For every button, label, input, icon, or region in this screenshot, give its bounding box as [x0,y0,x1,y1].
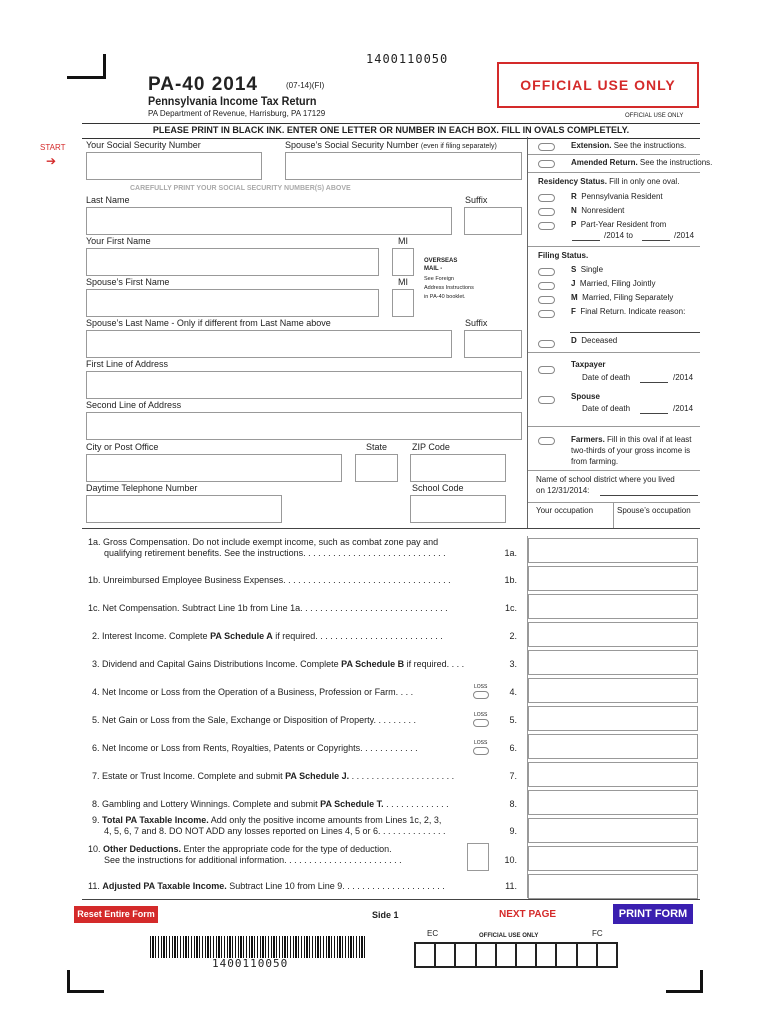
farmers-text-2: two-thirds of your gross income is [571,446,691,455]
spouse-ssn-input[interactable] [285,152,522,180]
residency-p-code: P [571,220,577,229]
department-address: PA Department of Revenue, Harrisburg, PA 17129 [148,109,326,118]
line-5-text: 5. Net Gain or Loss from the Sale, Exchange or Disposition of Property. . . . . . . . . [92,715,416,725]
residency-label [538,177,679,187]
spouse-suffix-input[interactable] [464,330,522,358]
part-year-to-blank[interactable] [642,240,670,241]
filing-s-code: S [571,265,577,274]
overseas-note-1: See Foreign [424,276,454,282]
line-2-amount[interactable] [528,622,698,647]
line-11-pre: 11. [88,881,103,891]
phone-input[interactable] [86,495,282,523]
taxpayer-death-blank[interactable] [640,382,668,383]
overseas-title: OVERSEAS [424,258,458,264]
line-4-number: 4. [509,687,517,697]
extension-oval[interactable] [538,143,555,151]
residency-title: Residency Status. [538,177,607,186]
line-5-amount[interactable] [528,706,698,731]
line-11-amount[interactable] [528,874,698,899]
farmers-text-3: from farming. [571,457,619,466]
overseas-note-3: in PA-40 booklet. [424,294,466,300]
spouse-suffix-label: Suffix [465,318,488,328]
spouse-ssn-note: (even if filing separately) [420,143,497,150]
filing-s-text: Single [580,265,604,274]
filing-m-label [571,293,673,303]
residency-r-label [571,192,663,202]
filing-m-code: M [571,293,578,302]
spouse-deceased-oval[interactable] [538,396,555,404]
line-1c-amount[interactable] [528,594,698,619]
ssn-input[interactable] [86,152,262,180]
residency-n-code: N [571,206,577,215]
line-7-amount[interactable] [528,762,698,787]
zip-input[interactable] [410,454,506,482]
code-box [416,944,436,966]
corner-mark-bottom-left [67,970,104,993]
line-6-number: 6. [509,743,517,753]
code-box [598,944,616,966]
line-4-loss-label: LOSS [474,684,488,690]
spouse-deceased-label: Spouse [571,392,600,401]
line-3-text [92,659,464,670]
filing-j-oval[interactable] [538,282,555,290]
farmers-text-1: Fill in this oval if at least [607,435,692,444]
side-label: Side 1 [372,910,399,920]
first-name-mi-label: MI [398,236,408,246]
line-5-loss-label: LOSS [474,712,488,718]
deceased-oval[interactable] [538,340,555,348]
deceased-label [571,336,617,346]
line-5-loss-oval[interactable] [473,719,489,727]
school-district-line[interactable] [600,495,698,496]
line-1c-number: 1c. [504,603,517,613]
line-1c-text: 1c. Net Compensation. Subtract Line 1b from Line 1a. . . . . . . . . . . . . . . . . . . . . . . . . . . . . . [88,603,448,613]
start-label: START [40,143,66,152]
corner-mark-top-left [67,54,106,79]
last-name-suffix-input[interactable] [464,207,522,235]
official-use-label: OFFICIAL USE ONLY [520,77,676,93]
line-6-loss-label: LOSS [474,740,488,746]
ec-label: EC [427,929,439,938]
ssn-label: Your Social Security Number [86,140,201,150]
divider [528,502,700,503]
next-page-button[interactable]: NEXT PAGE [499,909,557,920]
form-title: Pennsylvania Income Tax Return [148,94,317,108]
spouse-death-year: /2014 [673,404,694,413]
line-8-text [92,799,449,810]
taxpayer-date-of-death: Date of death [582,373,631,382]
overseas-mail: MAIL - [424,266,443,272]
first-name-label: Your First Name [86,236,151,246]
filing-m-oval[interactable] [538,296,555,304]
line-6-amount[interactable] [528,734,698,759]
line-8-bold: PA Schedule T. [320,799,384,809]
filing-f-oval[interactable] [538,310,555,318]
form-version: (07-14)(FI) [286,81,325,90]
amended-oval[interactable] [538,160,555,168]
spouse-death-blank[interactable] [640,413,668,414]
filing-f-text: Final Return. Indicate reason: [580,307,686,316]
line-7-post: . . . . . . . . . . . . . . . . . . . . . [349,771,455,781]
start-arrow-icon: ➔ [46,154,57,168]
line-10-number: 10. [504,855,517,865]
divider [82,899,700,900]
line-10-amount[interactable] [528,846,698,871]
code-box [557,944,577,966]
spouse-first-name-label: Spouse’s First Name [86,277,170,287]
spouse-occupation-label: Spouse’s occupation [617,506,691,515]
filing-s-label [571,265,603,275]
line-4-amount[interactable] [528,678,698,703]
taxpayer-deceased-oval[interactable] [538,366,555,374]
barcode-graphic [150,936,366,958]
extension-label [571,141,686,151]
official-use-small: OFFICIAL USE ONLY [625,113,684,119]
residency-n-text: Nonresident [581,206,625,215]
amended-label [571,158,712,168]
address-line1-input[interactable] [86,371,522,399]
filing-f-code: F [571,307,576,316]
first-name-mi-input[interactable] [392,248,414,276]
spouse-mi-input[interactable] [392,289,414,317]
filing-f-label [571,307,685,317]
residency-r-oval[interactable] [538,194,555,202]
city-label: City or Post Office [86,442,159,452]
amended-title: Amended Return. [571,158,638,167]
line-10-code-input[interactable] [467,843,489,871]
divider [528,426,700,427]
line-2-text [92,631,443,642]
filing-j-text: Married, Filing Jointly [579,279,656,288]
last-name-input[interactable] [86,207,452,235]
phone-label: Daytime Telephone Number [86,483,198,493]
line-10-text-b: See the instructions for additional information. . . . . . . . . . . . . . . . . . . . . . . . [104,855,402,865]
line-7-bold: PA Schedule J. [285,771,350,781]
address-line2-label: Second Line of Address [86,400,182,410]
code-box [436,944,456,966]
line-9-pre: 9. [92,815,103,825]
farmers-label [571,435,692,445]
last-name-suffix-label: Suffix [465,195,488,205]
line-1a-text-a: 1a. Gross Compensation. Do not include exempt income, such as combat zone pay and [88,537,439,547]
careful-print-note: CAREFULLY PRINT YOUR SOCIAL SECURITY NUMBER(S) ABOVE [130,185,351,192]
line-10-bold: Other Deductions. [103,844,182,854]
line-8-pre: 8. Gambling and Lottery Winnings. Complete and submit [92,799,321,809]
zip-label: ZIP Code [412,442,450,452]
overseas-note-2: Address Instructions [424,285,474,291]
address-line2-input[interactable] [86,412,522,440]
line-1b-text: 1b. Unreimbursed Employee Business Expenses. . . . . . . . . . . . . . . . . . . . . . . . . . . . . . . . . . [88,575,451,585]
line-11-number: 11. [505,881,517,891]
line-9-text-b: 4, 5, 6, 7 and 8. DO NOT ADD any losses reported on Lines 4, 5 or 6. . . . . . . . . . . . . . [104,826,446,836]
line-9-number: 9. [509,826,517,836]
state-label: State [366,442,388,452]
spouse-first-name-input[interactable] [86,289,379,317]
part-year-to: /2014 to [604,231,633,240]
spouse-ssn-label [285,140,497,152]
filing-j-label [571,279,655,289]
residency-r-code: R [571,192,577,201]
line-7-pre: 7. Estate or Trust Income. Complete and submit [92,771,286,781]
line-8-number: 8. [509,799,517,809]
deceased-code: D [571,336,577,345]
farmers-oval[interactable] [538,437,555,445]
residency-p-oval[interactable] [538,222,555,230]
code-box [477,944,497,966]
line-1b-number: 1b. [504,575,517,585]
barcode-number-top: 1400110050 [366,52,449,66]
line-2-post: if required. . . . . . . . . . . . . . . . . . . . . . . . . . [272,631,443,641]
school-code-input[interactable] [410,495,506,523]
line-10-text-a [88,844,392,855]
first-name-input[interactable] [86,248,379,276]
line-1b-amount[interactable] [528,566,698,591]
line-11-post: Subtract Line 10 from Line 9. . . . . . . . . . . . . . . . . . . . . [226,881,445,891]
spouse-last-name-input[interactable] [86,330,452,358]
line-2-number: 2. [509,631,517,641]
residency-text: Fill in only one oval. [609,177,680,186]
divider [528,246,700,247]
last-name-label: Last Name [86,195,130,205]
divider [528,172,700,173]
farmers-title: Farmers. [571,435,605,444]
instruction-text: PLEASE PRINT IN BLACK INK. ENTER ONE LETTER OR NUMBER IN EACH BOX. FILL IN OVALS COMPLETELY. [152,125,630,135]
divider [528,352,700,353]
residency-p-text: Part-Year Resident from [580,220,667,229]
barcode-number-bottom: 1400110050 [212,957,289,970]
filing-j-code: J [571,279,576,288]
line-3-post: if required. . . . [404,659,465,669]
line-1a-number: 1a. [504,548,517,558]
official-code-boxes [414,942,618,968]
line-10-post: Enter the appropriate code for the type of deduction. [181,844,392,854]
address-line1-label: First Line of Address [86,359,169,369]
extension-text: See the instructions. [613,141,687,150]
line-3-pre: 3. Dividend and Capital Gains Distributions Income. Complete [92,659,342,669]
divider [82,528,700,529]
line-9-text-a [92,815,441,826]
line-11-bold: Adjusted PA Taxable Income. [102,881,227,891]
deceased-text: Deceased [581,336,618,345]
part-year-to-year: /2014 [674,231,695,240]
taxpayer-death-year: /2014 [673,373,694,382]
spouse-last-name-label: Spouse’s Last Name - Only if different from Last Name above [86,318,331,328]
line-5-number: 5. [509,715,517,725]
final-return-reason-line[interactable] [570,332,700,333]
part-year-from-blank[interactable] [572,240,600,241]
code-box [578,944,598,966]
filing-status-title: Filing Status. [538,251,589,260]
corner-mark-bottom-right [666,970,703,993]
taxpayer-label: Taxpayer [571,360,606,369]
footer-official-use: OFFICIAL USE ONLY [479,933,539,939]
official-use-box [497,62,699,108]
line-6-text: 6. Net Income or Loss from Rents, Royalties, Patents or Copyrights. . . . . . . . . . . . [92,743,418,753]
line-10-pre: 10. [88,844,104,854]
line-9-post: Add only the positive income amounts from Lines 1c, 2, 3, [208,815,442,825]
line-3-bold: PA Schedule B [341,659,405,669]
spouse-ssn-label-text: Spouse’s Social Security Number [285,140,419,150]
school-code-label: School Code [412,483,464,493]
residency-r-text: Pennsylvania Resident [581,192,663,201]
line-6-loss-oval[interactable] [473,747,489,755]
filing-s-oval[interactable] [538,268,555,276]
amended-text: See the instructions. [639,158,713,167]
print-form-button[interactable]: PRINT FORM [613,904,693,924]
divider [528,154,700,155]
spouse-date-of-death: Date of death [582,404,631,413]
fc-label: FC [592,929,603,938]
code-box [456,944,476,966]
state-input[interactable] [355,454,398,482]
extension-title: Extension. [571,141,612,150]
school-district-label-1: Name of school district where you lived [536,475,675,484]
line-8-amount[interactable] [528,790,698,815]
filing-m-text: Married, Filing Separately [582,293,674,302]
form-id: PA-40 2014 [148,74,258,95]
line-7-text [92,771,454,782]
residency-n-label [571,206,624,216]
occupation-divider [613,502,614,528]
residency-n-oval[interactable] [538,208,555,216]
line-3-number: 3. [509,659,517,669]
residency-p-label [571,220,666,230]
line-4-loss-oval[interactable] [473,691,489,699]
city-input[interactable] [86,454,342,482]
line-2-pre: 2. Interest Income. Complete [92,631,211,641]
line-11-text [88,881,445,892]
line-7-number: 7. [509,771,517,781]
school-district-label-2: on 12/31/2014: [536,486,590,495]
reset-form-button[interactable]: Reset Entire Form [74,906,158,923]
line-2-bold: PA Schedule A [210,631,273,641]
code-box [517,944,537,966]
divider [528,470,700,471]
line-3-amount[interactable] [528,650,698,675]
line-8-post: . . . . . . . . . . . . . [383,799,449,809]
line-1a-text-b: qualifying retirement benefits. See the instructions. . . . . . . . . . . . . . . . . . . . . . . . . . . . . [104,548,446,558]
spouse-mi-label: MI [398,277,408,287]
your-occupation-label: Your occupation [536,506,594,515]
line-9-bold: Total PA Taxable Income. [102,815,209,825]
line-1a-amount[interactable] [528,538,698,563]
line-9-amount[interactable] [528,818,698,843]
code-box [537,944,557,966]
line-4-text: 4. Net Income or Loss from the Operation of a Business, Profession or Farm. . . . [92,687,414,697]
code-box [497,944,517,966]
